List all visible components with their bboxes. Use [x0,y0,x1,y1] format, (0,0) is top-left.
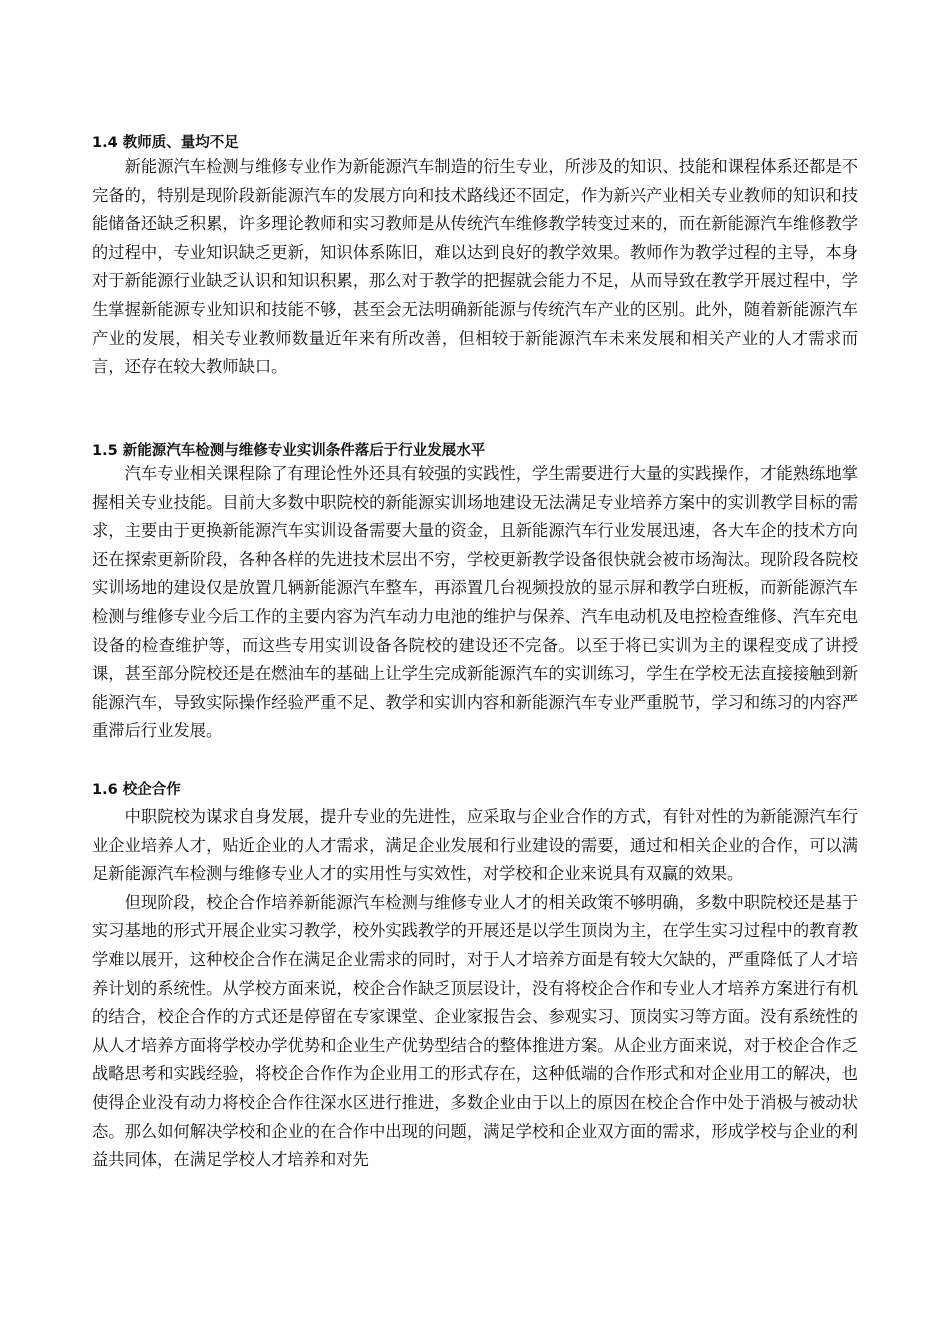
paragraph: 中职院校为谋求自身发展，提升专业的先进性，应采取与企业合作的方式，有针对性的为新能源汽车行业企业培养人才，贴近企业的人才需求，满足企业发展和行业建设的需要，通过和相关企业的合作，可以满足新能源汽车检测与维修专业人才的实用性与实效性，对学校和企业来说具有双赢的效果。 [92,807,858,884]
section-heading-1-6: 1.6 校企合作 [92,782,181,798]
section-heading-1-4: 1.4 教师质、量均不足 [92,135,239,151]
paragraph: 汽车专业相关课程除了有理论性外还具有较强的实践性，学生需要进行大量的实践操作，才能熟练地掌握相关专业技能。目前大多数中职院校的新能源实训场地建设无法满足专业培养方案中的实训教学目标的需求，主要由于更换新能源汽车实训设备需要大量的资金，且新能源汽车行业发展迅速，各大车企的技术方向还在探索更新阶段，各种各样的先进技术层出不穷，学校更新教学设备很快就会被市场淘汰。现阶段各院校实训场地的建设仅是放置几辆新能源汽车整车，再添置几台视频投放的显示屏和教学白班板，而新能源汽车检测与维修专业今后工作的主要内容为汽车动力电池的维护与保养、汽车电动机及电控检查维修、汽车充电设备的检查维护等，而这些专用实训设备各院校的建设还不完备。以至于将已实训为主的课程变成了讲授课，甚至部分院校还是在燃油车的基础上让学生完成新能源汽车的实训练习，学生在学校无法直接接触到新能源汽车，导致实际操作经验严重不足、教学和实训内容和新能源汽车专业严重脱节，学习和练习的内容严重滞后行业发展。 [92,464,858,741]
section-heading-1-5: 1.5 新能源汽车检测与维修专业实训条件落后于行业发展水平 [92,443,486,459]
paragraph: 但现阶段，校企合作培养新能源汽车检测与维修专业人才的相关政策不够明确，多数中职院校还是基于实习基地的形式开展企业实习教学，校外实践教学的开展还是以学生顶岗为主，在学生实习过程中的教育教学难以展开，这种校企合作在满足企业需求的同时，对于人才培养方面是有较大欠缺的，严重降低了人才培养计划的系统性。从学校方面来说，校企合作缺乏顶层设计，没有将校企合作和专业人才培养方案进行有机的结合，校企合作的方式还是停留在专家课堂、企业家报告会、参观实习、顶岗实习等方面。没有系统性的从人才培养方面将学校办学优势和企业生产优势型结合的整体推进方案。从企业方面来说，对于校企合作乏战略思考和实践经验，将校企合作作为企业用工的形式存在，这种低端的合作形式和对企业用工的解决，也使得企业没有动力将校企合作往深水区进行推进，多数企业由于以上的原因在校企合作中处于消极与被动状态。那么如何解决学校和企业的在合作中出现的问题，满足学校和企业双方面的需求，形成学校与企业的利益共同体，在满足学校人才培养和对先 [92,892,858,1170]
section-body-1-5 [92,460,858,746]
section-body-1-4 [92,153,858,382]
paragraph: 新能源汽车检测与维修专业作为新能源汽车制造的衍生专业，所涉及的知识、技能和课程体系还都是不完备的，特别是现阶段新能源汽车的发展方向和技术路线还不固定，作为新兴产业相关专业教师的知识和技能储备还缺乏积累，许多理论教师和实习教师是从传统汽车维修教学转变过来的，而在新能源汽车维修教学的过程中，专业知识缺乏更新，知识体系陈旧，难以达到良好的教学效果。教师作为教学过程的主导，本身对于新能源行业缺乏认识和知识积累，那么对于教学的把握就会能力不足，从而导致在教学开展过程中，学生掌握新能源专业知识和技能不够，甚至会无法明确新能源与传统汽车产业的区别。此外，随着新能源汽车产业的发展，相关专业教师数量近年来有所改善，但相较于新能源汽车未来发展和相关产业的人才需求而言，还存在较大教师缺口。 [92,157,858,377]
section-body-1-6 [92,803,858,1175]
